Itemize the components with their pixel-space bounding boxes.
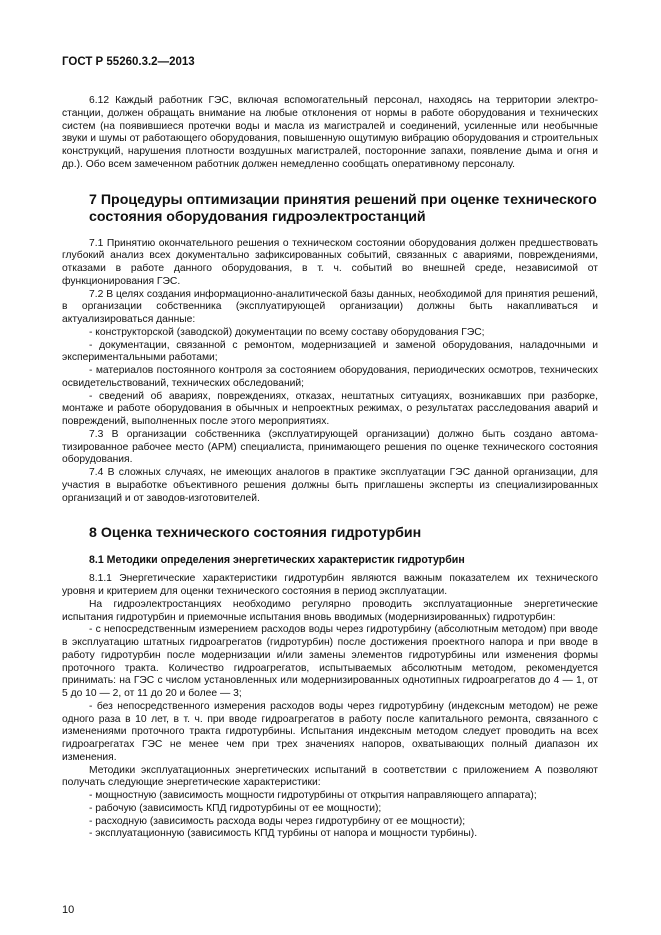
list-item: - сведений об авариях, повреждениях, отказах, нештатных ситуациях, возникавших при разборке, монтаже и работе оборудования в обычных и непроектных режимах, о результатах расследования аварий и повреждений, выполненных после этого мероприятиях. [62,390,598,427]
paragraph-8-1-1-c: Методики эксплуатационных энергетических испытаний в соответствии с приложением А позволяют получать следующие энергетические характеристики: [62,764,598,789]
document-page [62,56,598,841]
paragraph-7-2: 7.2 В целях создания информационно-аналитической базы данных, необходимой для принятия решений, в организации собственника (эксплуатирующей организации) должны быть накапливаться и актуализироваться данные: [62,288,598,325]
subsection-8-1-heading: 8.1 Методики определения энергетических характеристик гидротурбин [89,554,465,567]
document-header: ГОСТ Р 55260.3.2—2013 [62,56,195,68]
list-item: - без непосредственного измерения расходов воды через гидротурбину (индексным методом) не реже одного раза в 10 лет, в т. ч. при вводе гидроагрегатов в работу после капитального ремонта, связанного с изменениями проточного тракта гидротурбины. Испытания индексным методом следует проводить на всех гидроагрегатах ГЭС не менее чем при трех значениях напоров, охватывающих полный диапазон их изменения. [62,700,598,763]
list-item: - рабочую (зависимость КПД гидротурбины от ее мощности); [89,802,382,814]
list-item: - с непосредственным измерением расходов воды через гидротурбину (абсолютным методом) при вводе в эксплуатацию штатных гидроагрегатов (гидротурбин) после достижения проектного напора и при вводе в работу гидротурбин после модернизации и/или замены элементов гидротурбины или изменения формы проточного тракта. Количество гидроагрегатов, испытываемых абсолютным методом, рекомендуется принимать: на ГЭС с числом установленных или модернизированных однотипных гидроагрегатов до 4 — 1, от 5 до 10 — 2, от 11 до 20 и более — 3; [62,624,598,699]
paragraph-7-1: 7.1 Принятию окончательного решения о техническом состоянии оборудования должен предшествовать глубокий анализ всех документально зафиксированных событий, связанных с авариями, повреждениями, отказами в работе данного оборудования, в т. ч. событий во внешней среде, независимой от функционирования ГЭС. [62,237,598,287]
list-item: - материалов постоянного контроля за состоянием оборудования, периодических осмотров, технических освидетельствований, технических обследований; [62,365,598,389]
list-item: - мощностную (зависимость мощности гидротурбины от открытия направляющего аппарата); [89,790,537,801]
section-7-heading: 7 Процедуры оптимизации принятия решений при оценке технического состояния оборудования гидроэлектростанций [89,191,597,225]
page-number: 10 [62,904,75,916]
paragraph-8-1-1-b: На гидроэлектростанциях необходимо регулярно проводить эксплуатационные энергетические испытания гидротурбин и приемочные испытания вновь вводимых (модернизированных) гидротурбин: [62,598,598,623]
list-item: - конструкторской (заводской) документации по всему составу оборудования ГЭС; [89,326,485,338]
list-item: - расходную (зависимость расхода воды через гидротурбину от ее мощности); [89,815,466,827]
list-item: - эксплуатационную (зависимость КПД турбины от напора и мощности турбины). [89,828,478,840]
paragraph-6-12: 6.12 Каждый работник ГЭС, включая вспомогательный персонал, находясь на территории электростанции, должен обращать внимание на любые отклонения от нормы в работе оборудования и технических систем (на появившиеся протечки воды и масла из магистралей и соединений, усиленные или необычные звуки и шумы от работающего оборудования, повышенную ощутимую вибрацию оборудования и строительных конструкций, нарушения плотности воздушных магистралей, посторонние запахи, появление дыма и огня и др.). Обо всем замеченном работник должен немедленно сообщать оперативному персоналу. [62,95,598,170]
paragraph-7-4: 7.4 В сложных случаях, не имеющих аналогов в практике эксплуатации ГЭС данной организации, для участия в выработке объективного решения должны быть приглашены эксперты из специализированных организаций и от заводов-изготовителей. [62,467,598,504]
paragraph-8-1-1: 8.1.1 Энергетические характеристики гидротурбин являются важным показателем их технического уровня и критерием для оценки технического состояния в период эксплуатации. [62,573,598,597]
section-8-heading: 8 Оценка технического состояния гидротурбин [89,525,422,542]
list-item: - документации, связанной с ремонтом, модернизацией и заменой оборудования, наладочными и экспериментальными работами; [62,339,598,364]
paragraph-7-3: 7.3 В организации собственника (эксплуатирующей организации) должно быть создано автоматизированное рабочее место (АРМ) специалиста, принимающего решения по оценке технического состояния оборудования. [62,428,598,466]
